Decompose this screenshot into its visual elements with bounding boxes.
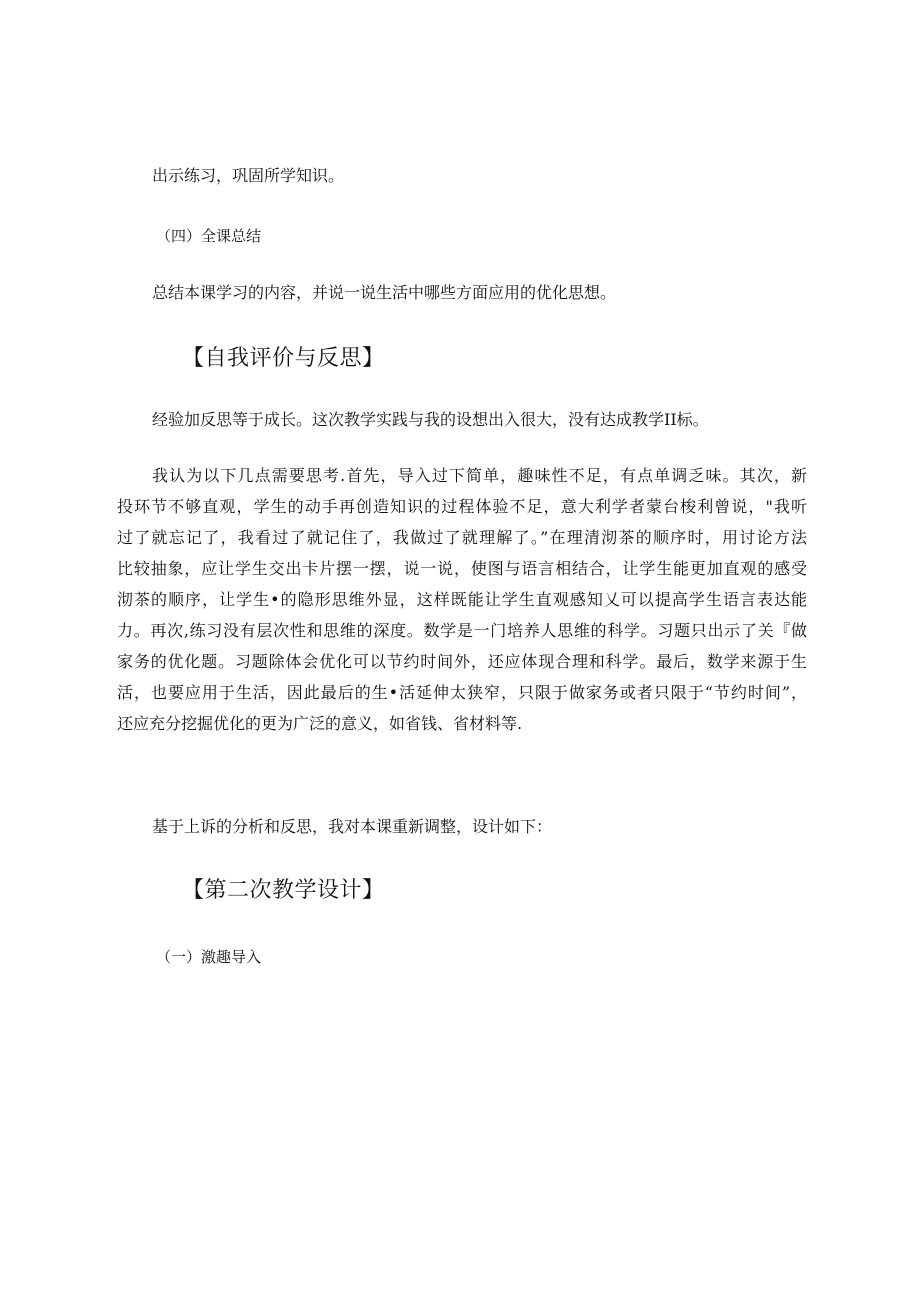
- paragraph-row: 还应充分挖掘优化的更为广泛的意义，如省钱、省材料等.: [117, 714, 523, 733]
- experience-line: 经验加反思等于成长。这次教学实践与我的设想出入很大，没有达成教学II标。: [152, 410, 709, 429]
- second-design-heading: 【第二次教学设计】: [182, 878, 385, 903]
- paragraph-row: 过了就忘记了，我看过了就记住了，我做过了就理解了。”在理清沏茶的顺序时，用讨论方法: [117, 528, 807, 547]
- reflection-paragraph: [117, 460, 807, 739]
- paragraph-row: 沏茶的顺序，让学生•的隐形思维外显，这样既能让学生直观感知乂可以提高学生语言表达能: [117, 590, 807, 609]
- section-one-heading: （一）激趣导入: [156, 948, 262, 966]
- practice-line: 出示练习，巩固所学知识。: [152, 166, 345, 185]
- paragraph-row: 力。再次,练习没有层次性和思维的深度。数学是一门培养人思维的科学。习题只出示了关『做: [117, 621, 807, 640]
- paragraph-row: 我认为以下几点需要思考.首先，导入过下简单，趣味性不足，有点单调乏味。其次，新: [152, 466, 807, 485]
- paragraph-row: 比较抽象，应让学生交出卡片摆一摆，说一说，使图与语言相结合，让学生能更加直观的感受: [117, 559, 807, 578]
- reflection-heading: 【自我评价与反思】: [182, 346, 385, 371]
- paragraph-row: 活，也要应用于生活，因此最后的生•活延伸太狭窄，只限于做家务或者只限于“节约时间”，: [117, 683, 807, 702]
- paragraph-row: 投环节不够直观，学生的动手再创造知识的过程体验不足，意大利学者蒙台梭利曾说，"我听: [117, 497, 807, 516]
- paragraph-row: 家务的优化题。习题除体会优化可以节约时间外，还应体现合理和科学。最后，数学来源于生: [117, 652, 807, 671]
- basis-line: 基于上诉的分析和反思，我对本课重新调整，设计如下：: [152, 817, 553, 836]
- section-four-heading: （四）全课总结: [156, 227, 262, 245]
- summary-line: 总结本课学习的内容，并说一说生活中哪些方面应用的优化思想。: [152, 283, 617, 302]
